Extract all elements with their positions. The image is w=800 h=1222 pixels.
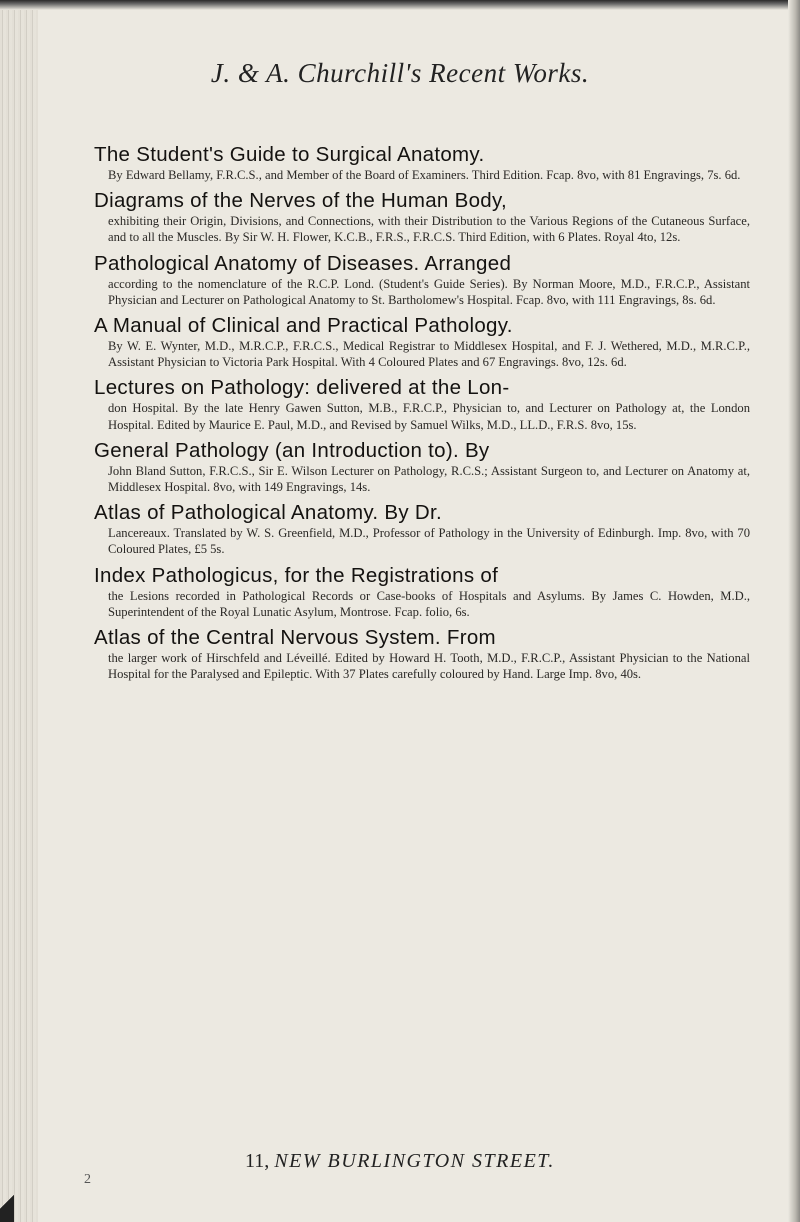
- entry-title: Lectures on Pathology: delivered at the Lon-: [94, 376, 510, 400]
- catalogue-entry: [94, 438, 750, 495]
- entry-body: the larger work of Hirschfeld and Léveillé. Edited by Howard H. Tooth, M.D., F.R.C.P., Assistant Physician to the National Hospital for the Paralysed and Epileptic. With 37 Plates carefully coloured by Hand. Large Imp. 8vo, 40s.: [108, 651, 750, 682]
- corner-mark: [0, 1182, 14, 1222]
- entry-body: By W. E. Wynter, M.D., M.R.C.P., F.R.C.S., Medical Registrar to Middlesex Hospital, and F. J. Wethered, M.D., M.R.C.P., Assistant Physician to Victoria Park Hospital. With 4 Coloured Plates and 67 Engravings. 8vo, 12s. 6d.: [108, 339, 750, 370]
- catalogue-entry: [94, 251, 750, 308]
- address-street: NEW BURLINGTON STREET.: [274, 1150, 555, 1172]
- catalogue-entry: [94, 142, 750, 183]
- entry-body: the Lesions recorded in Pathological Records or Case-books of Hospitals and Asylums. By James C. Howden, M.D., Superintendent of the Royal Lunatic Asylum, Montrose. Fcap. folio, 6s.: [108, 588, 750, 619]
- catalogue-entry: [94, 500, 750, 557]
- page-number: 2: [84, 1172, 91, 1187]
- entry-body: according to the nomenclature of the R.C.P. Lond. (Student's Guide Series). By Norman Moore, M.D., F.R.C.P., Assistant Physician and Lecturer on Pathological Anatomy to St. Bartholomew's Hospital. Fcap. 8vo, with 111 Engravings, 8s. 6d.: [108, 276, 750, 307]
- entry-body: John Bland Sutton, F.R.C.S., Sir E. Wilson Lecturer on Pathology, R.C.S.; Assistant Surgeon to, and Lecturer on Anatomy at, Middlesex Hospital. 8vo, with 149 Engravings, 14s.: [108, 463, 750, 495]
- address-number: 11,: [245, 1150, 270, 1172]
- entry-title: General Pathology (an Introduction to). By: [94, 438, 490, 462]
- catalogue-entry: [94, 313, 750, 370]
- catalogue-entry: [94, 188, 750, 245]
- catalogue-list: [94, 142, 750, 687]
- entry-title: Diagrams of the Nerves of the Human Body,: [94, 189, 507, 213]
- page-binding-edge: [0, 0, 38, 1222]
- entry-body: Lancereaux. Translated by W. S. Greenfield, M.D., Professor of Pathology in the University of Edinburgh. Imp. 8vo, with 70 Coloured Plates, £5 5s.: [108, 526, 750, 557]
- catalogue-entry: [94, 563, 750, 620]
- entry-body: don Hospital. By the late Henry Gawen Sutton, M.B., F.R.C.P., Physician to, and Lecturer on Pathology at, the London Hospital. Edited by Maurice E. Paul, M.D., and Revised by Samuel Wilks, M.D., LL.D., F.R.S. 8vo, 15s.: [108, 401, 750, 432]
- entry-body: By Edward Bellamy, F.R.C.S., and Member of the Board of Examiners. Third Edition. Fcap. 8vo, with 81 Engravings, 7s. 6d.: [108, 168, 741, 182]
- entry-title: Index Pathologicus, for the Registrations of: [94, 563, 499, 587]
- publisher-header: J. & A. Churchill's Recent Works.: [210, 58, 590, 88]
- entry-title: Pathological Anatomy of Diseases. Arranged: [94, 251, 512, 275]
- entry-body: exhibiting their Origin, Divisions, and Connections, with their Distribution to the Various Regions of the Cutaneous Surface, and to all the Muscles. By Sir W. H. Flower, K.C.B., F.R.S., F.R.C.S. Third Edition, with 6 Plates. Royal 4to, 12s.: [108, 214, 750, 245]
- page-right-shadow: [788, 0, 800, 1222]
- catalogue-entry: [94, 625, 750, 682]
- entry-title: Atlas of the Central Nervous System. From: [94, 626, 496, 650]
- entry-title: Atlas of Pathological Anatomy. By Dr.: [94, 501, 442, 525]
- publisher-address: [0, 1150, 800, 1173]
- catalogue-entry: [94, 375, 750, 432]
- page-top-shadow: [0, 0, 800, 10]
- entry-title: A Manual of Clinical and Practical Pathology.: [94, 314, 513, 338]
- entry-title: The Student's Guide to Surgical Anatomy.: [94, 143, 485, 166]
